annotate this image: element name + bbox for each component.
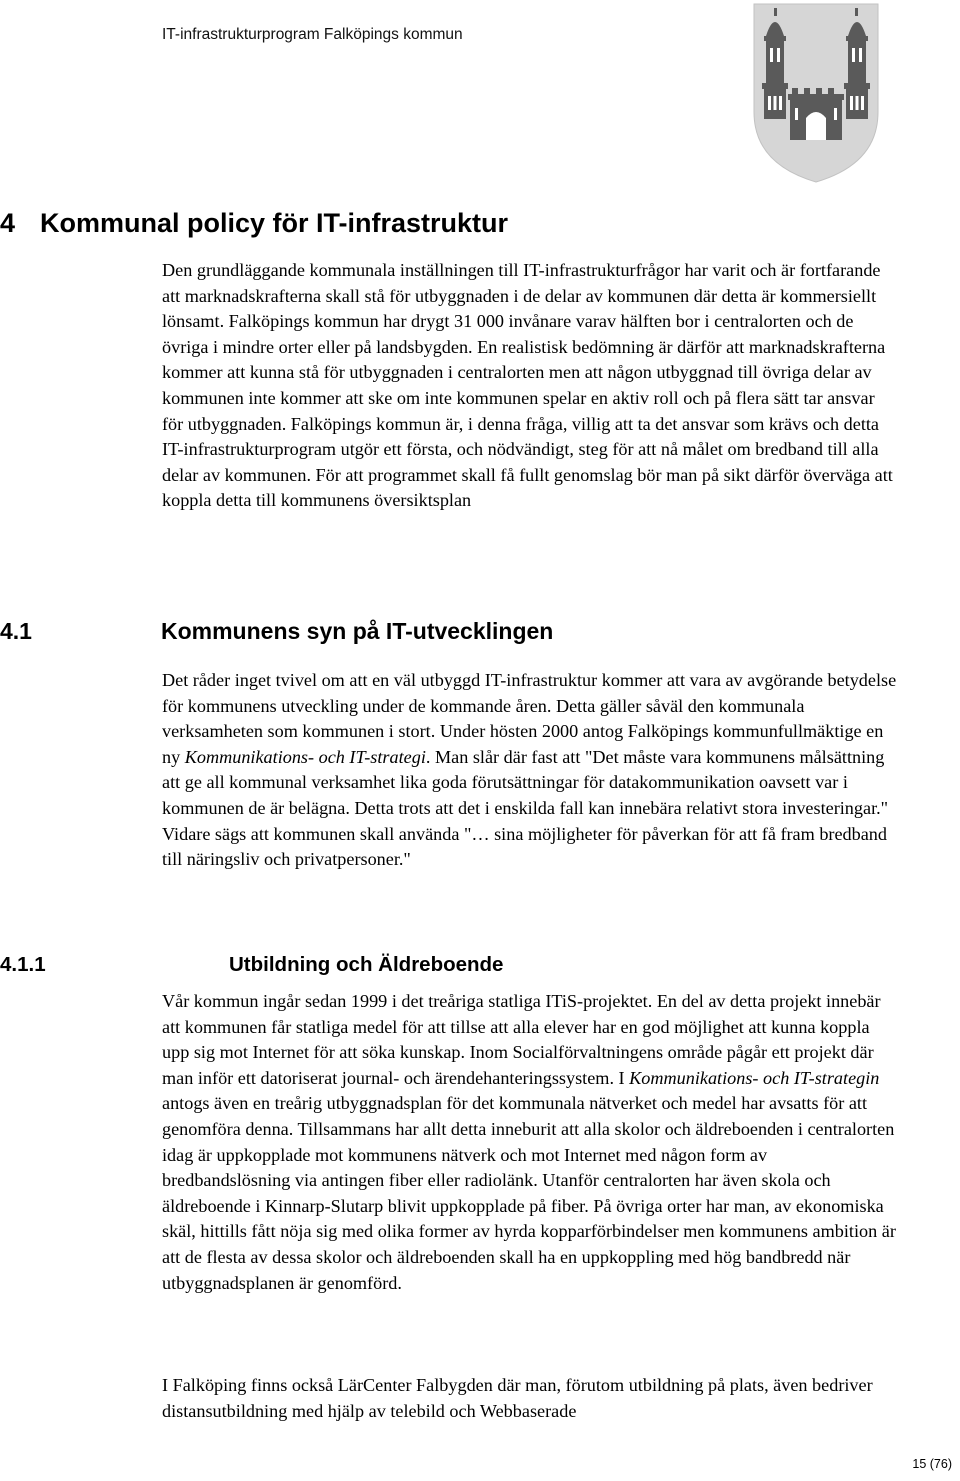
section-4-1-strategy-title: Kommunikations- och IT-strategi xyxy=(184,746,426,767)
section-4-number: 4 xyxy=(0,208,16,238)
section-4-1-text-part2: . Man slår där fast att "Det måste vara kommunens målsättning att ge all kommunal verksamhet lika goda förutsättningar för datakommunikation oavsett var i kommunen de är belägna. Detta trots att det i enskilda fall kan innebära relativt stora investeringar." Vidare sägs att kommunen skall använda "… sina möjligheter för påverkan för att få fram bredband till näringsliv och privatpersoner." xyxy=(162,746,889,870)
section-4-heading xyxy=(0,208,508,239)
section-4-1-1-number: 4.1.1 xyxy=(0,953,46,976)
section-4-1-paragraph xyxy=(162,668,897,873)
section-4-title: Kommunal policy för IT-infrastruktur xyxy=(40,208,509,238)
section-4-paragraph: Den grundläggande kommunala inställningen till IT-infrastrukturfrågor har varit och är fortfarande att marknadskrafterna skall stå för utbyggnaden i de delar av kommunen där detta är kommersiellt lönsamt. Falköpings kommun har drygt 31 000 invånare varav hälften bor i centralorten och de övriga i mindre orter eller på landsbygden. En realistisk bedömning är därför att marknadskrafterna kommer att kunna stå för utbyggnaden i centralorten men att någon utbyggnad till övriga delar av kommunen inte kommer att ske om inte kommunen spelar en aktiv roll och på flera sätt tar ansvar för utbyggnaden. Falköpings kommun är, i denna fråga, villig att ta det ansvar som krävs och detta IT-infrastrukturprogram utgör ett första, och nödvändigt, steg för att nå målet om bredband till alla delar av kommunen. För att programmet skall få fullt genomslag bör man på sikt därför överväga att koppla detta till kommunens översiktsplan xyxy=(162,260,893,511)
section-4-1-1-title: Utbildning och Äldreboende xyxy=(229,953,504,976)
running-header: IT-infrastrukturprogram Falköpings kommun xyxy=(162,26,463,43)
section-4-1-1-heading xyxy=(0,953,503,977)
section-4-1-1-text-part2: antogs även en treårig utbyggnadsplan för det kommunala nätverket och medel har avsatts för att genomföra denna. Tillsammans har allt detta inneburit att alla skolor och äldreboenden i centralorten idag är uppkopplade mot kommunens nätverk och mot Internet med någon form av bredbandslösning via antingen fiber eller radiolänk. Utanför centralorten har även skola och äldreboende i Kinnarp-Slutarp blivit uppkopplade på fiber. På övriga orter har man, av ekonomiska skäl, hittills fått nöja sig med olika former av hyrda kopparförbindelser men kommunens ambition är att de flesta av dessa skolor och äldreboenden skall ha en uppkoppling med hög bandbredd när utbyggnadsplanen är genomförd. xyxy=(162,1093,896,1293)
page-number: 15 (76) xyxy=(912,1457,952,1471)
section-4-1-1-paragraph-1 xyxy=(162,989,897,1296)
section-4-1-text-part1: Det råder inget tvivel om att en väl utbyggd IT-infrastruktur kommer att vara av avgörande betydelse för kommunens utveckling under de kommande åren. Detta gäller såväl den kommunala verksamheten som kommunen i stort. Under hösten 2000 antog Falköpings kommunfullmäktige en ny xyxy=(162,670,897,767)
section-4-1-1-text-part1: Vår kommun ingår sedan 1999 i det treåriga statliga ITiS-projektet. En del av detta projekt innebär att kommunen får statliga medel för att tillse att alla elever har en god möjlighet att kunna koppla upp sig mot Internet för att söka kunskap. Inom Socialförvaltningens område pågår ett projekt där man inför ett datoriserat journal- och ärendehanteringssystem. I xyxy=(162,991,881,1088)
section-4-1-1-strategy-title: Kommunikations- och IT-strategin xyxy=(629,1067,880,1088)
section-4-1-number: 4.1 xyxy=(0,618,32,644)
section-4-1-heading xyxy=(0,618,553,645)
section-4-1-1-paragraph-2: I Falköping finns också LärCenter Falbygden där man, förutom utbildning på plats, även bedriver distansutbildning med hjälp av telebild och Webbaserade xyxy=(162,1375,873,1421)
coat-of-arms-icon xyxy=(752,2,880,184)
section-4-1-title: Kommunens syn på IT-utvecklingen xyxy=(161,618,554,644)
